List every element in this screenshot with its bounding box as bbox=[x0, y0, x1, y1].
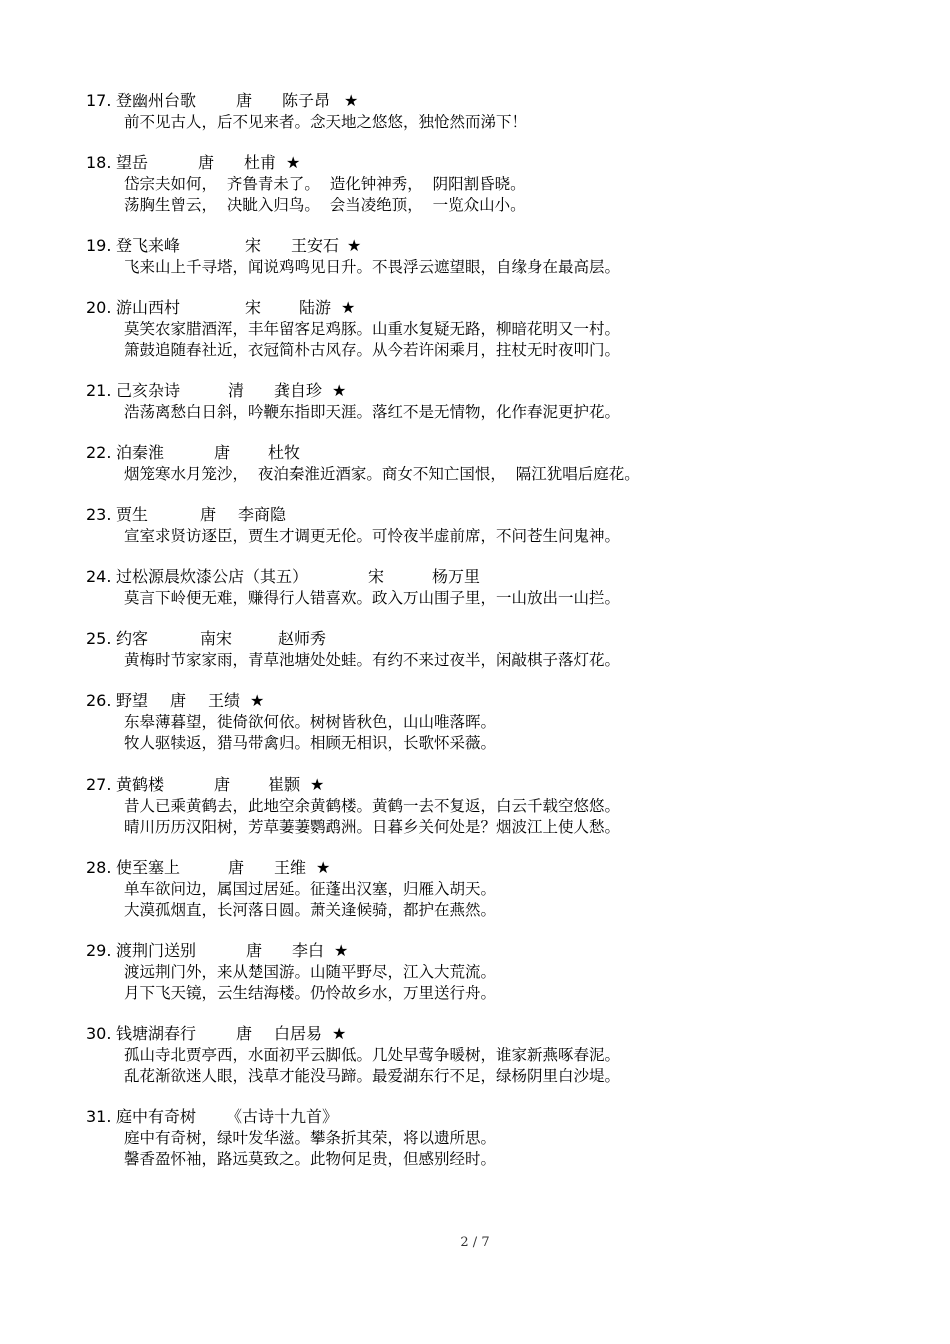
poem-heading bbox=[86, 566, 926, 588]
poem-dynasty: 唐 bbox=[198, 153, 215, 172]
poem-author: 杨万里 bbox=[432, 567, 481, 586]
poem-heading bbox=[86, 1023, 926, 1045]
poem-number: 29. bbox=[86, 941, 112, 960]
poem-title: 钱塘湖春行 bbox=[116, 1024, 197, 1043]
poem-title: 望岳 bbox=[116, 153, 149, 172]
poem-heading bbox=[86, 1106, 926, 1128]
poem-18 bbox=[86, 152, 926, 216]
poem-line: 东皋薄暮望，徙倚欲何依。树树皆秋色，山山唯落晖。 bbox=[124, 713, 497, 731]
poem-number: 21. bbox=[86, 381, 112, 400]
poem-number: 26. bbox=[86, 691, 112, 710]
poem-author: 李商隐 bbox=[238, 505, 287, 524]
poem-dynasty: 唐 bbox=[236, 1024, 253, 1043]
poem-28 bbox=[86, 857, 926, 921]
poem-number: 31. bbox=[86, 1107, 112, 1126]
poem-30 bbox=[86, 1023, 926, 1087]
poem-line: 前不见古人，后不见来者。念天地之悠悠，独怆然而涕下！ bbox=[124, 113, 528, 131]
poem-line: 昔人已乘黄鹤去，此地空余黄鹤楼。黄鹤一去不复返，白云千载空悠悠。 bbox=[124, 797, 621, 815]
poem-title: 游山西村 bbox=[116, 298, 181, 317]
poem-line: 莫笑农家腊酒浑，丰年留客足鸡豚。山重水复疑无路，柳暗花明又一村。 bbox=[124, 320, 621, 338]
poem-26 bbox=[86, 690, 926, 754]
poem-line: 月下飞天镜，云生结海楼。仍怜故乡水，万里送行舟。 bbox=[124, 984, 497, 1002]
poem-title: 贾生 bbox=[116, 505, 149, 524]
star-icon: ★ bbox=[344, 91, 359, 110]
poem-heading bbox=[86, 235, 926, 257]
poem-author: 杜牧 bbox=[268, 443, 301, 462]
poem-dynasty: 清 bbox=[228, 381, 245, 400]
poem-author: 王维 bbox=[274, 858, 307, 877]
poem-dynasty: 唐 bbox=[200, 505, 217, 524]
poem-title: 登飞来峰 bbox=[116, 236, 181, 255]
poem-dynasty: 《古诗十九首》 bbox=[226, 1107, 339, 1126]
poem-title: 黄鹤楼 bbox=[116, 775, 165, 794]
poem-author: 陈子昂 bbox=[282, 91, 331, 110]
poem-author: 赵师秀 bbox=[278, 629, 327, 648]
poem-dynasty: 宋 bbox=[245, 236, 262, 255]
poem-author: 李白 bbox=[292, 941, 325, 960]
poem-line: 岱宗夫如何， 齐鲁青未了。 造化钟神秀， 阴阳割昏晓。 bbox=[124, 175, 526, 193]
poem-line: 大漠孤烟直，长河落日圆。萧关逢候骑，都护在燕然。 bbox=[124, 901, 497, 919]
poem-27 bbox=[86, 774, 926, 838]
star-icon: ★ bbox=[341, 298, 356, 317]
poem-line: 莫言下岭便无难，赚得行人错喜欢。政入万山围子里，一山放出一山拦。 bbox=[124, 589, 621, 607]
poem-number: 28. bbox=[86, 858, 112, 877]
poem-line: 牧人驱犊返，猎马带禽归。相顾无相识，长歌怀采薇。 bbox=[124, 734, 497, 752]
star-icon: ★ bbox=[286, 153, 301, 172]
poem-dynasty: 唐 bbox=[228, 858, 245, 877]
poem-heading bbox=[86, 297, 926, 319]
poem-17 bbox=[86, 90, 926, 133]
poem-heading bbox=[86, 380, 926, 402]
poem-line: 黄梅时节家家雨，青草池塘处处蛙。有约不来过夜半，闲敲棋子落灯花。 bbox=[124, 651, 621, 669]
poem-line: 单车欲问边，属国过居延。征蓬出汉塞，归雁入胡天。 bbox=[124, 880, 497, 898]
star-icon: ★ bbox=[347, 236, 362, 255]
poem-number: 17. bbox=[86, 91, 112, 110]
star-icon: ★ bbox=[332, 1024, 347, 1043]
poem-dynasty: 唐 bbox=[236, 91, 253, 110]
poem-heading bbox=[86, 690, 926, 712]
poem-heading bbox=[86, 940, 926, 962]
poem-number: 18. bbox=[86, 153, 112, 172]
poem-author: 王安石 bbox=[291, 236, 340, 255]
poem-title: 庭中有奇树 bbox=[116, 1107, 197, 1126]
poem-title: 渡荆门送别 bbox=[116, 941, 197, 960]
poem-line: 孤山寺北贾亭西，水面初平云脚低。几处早莺争暖树，谁家新燕啄春泥。 bbox=[124, 1046, 621, 1064]
poem-title: 野望 bbox=[116, 691, 149, 710]
poem-number: 27. bbox=[86, 775, 112, 794]
poem-dynasty: 唐 bbox=[170, 691, 187, 710]
poem-heading bbox=[86, 504, 926, 526]
poem-19 bbox=[86, 235, 926, 278]
poem-number: 25. bbox=[86, 629, 112, 648]
poem-heading bbox=[86, 90, 926, 112]
star-icon: ★ bbox=[332, 381, 347, 400]
poem-31 bbox=[86, 1106, 926, 1170]
page-number: 2 / 7 bbox=[460, 1235, 490, 1250]
poem-number: 24. bbox=[86, 567, 112, 586]
poem-line: 宣室求贤访逐臣，贾生才调更无伦。可怜夜半虚前席，不问苍生问鬼神。 bbox=[124, 527, 621, 545]
poem-heading bbox=[86, 152, 926, 174]
poem-22 bbox=[86, 442, 926, 485]
poem-20 bbox=[86, 297, 926, 361]
poem-line: 晴川历历汉阳树，芳草萋萋鹦鹉洲。日暮乡关何处是？烟波江上使人愁。 bbox=[124, 818, 621, 836]
poem-number: 19. bbox=[86, 236, 112, 255]
poem-dynasty: 唐 bbox=[214, 443, 231, 462]
poem-title: 约客 bbox=[116, 629, 149, 648]
poem-line: 烟笼寒水月笼沙， 夜泊秦淮近酒家。商女不知亡国恨， 隔江犹唱后庭花。 bbox=[124, 465, 640, 483]
poem-author: 白居易 bbox=[274, 1024, 323, 1043]
poem-title: 使至塞上 bbox=[116, 858, 181, 877]
star-icon: ★ bbox=[334, 941, 349, 960]
poem-title: 登幽州台歌 bbox=[116, 91, 197, 110]
poem-title: 泊秦淮 bbox=[116, 443, 165, 462]
poem-24 bbox=[86, 566, 926, 609]
poem-dynasty: 宋 bbox=[368, 567, 385, 586]
poem-author: 崔颢 bbox=[268, 775, 301, 794]
poem-heading bbox=[86, 857, 926, 879]
poem-line: 渡远荆门外，来从楚国游。山随平野尽，江入大荒流。 bbox=[124, 963, 497, 981]
poem-author: 杜甫 bbox=[244, 153, 277, 172]
poem-title: 过松源晨炊漆公店（其五） bbox=[116, 567, 309, 586]
poem-heading bbox=[86, 442, 926, 464]
poem-heading bbox=[86, 628, 926, 650]
poem-heading bbox=[86, 774, 926, 796]
poem-author: 王绩 bbox=[208, 691, 241, 710]
poem-21 bbox=[86, 380, 926, 423]
poem-line: 浩荡离愁白日斜，吟鞭东指即天涯。落红不是无情物，化作春泥更护花。 bbox=[124, 403, 621, 421]
poem-number: 20. bbox=[86, 298, 112, 317]
poem-line: 飞来山上千寻塔，闻说鸡鸣见日升。不畏浮云遮望眼，自缘身在最高层。 bbox=[124, 258, 621, 276]
poem-23 bbox=[86, 504, 926, 547]
poem-dynasty: 唐 bbox=[246, 941, 263, 960]
poem-29 bbox=[86, 940, 926, 1004]
poem-line: 庭中有奇树，绿叶发华滋。攀条折其荣，将以遗所思。 bbox=[124, 1129, 497, 1147]
star-icon: ★ bbox=[316, 858, 331, 877]
poem-number: 30. bbox=[86, 1024, 112, 1043]
star-icon: ★ bbox=[310, 775, 325, 794]
poem-title: 己亥杂诗 bbox=[116, 381, 181, 400]
poem-number: 23. bbox=[86, 505, 112, 524]
poem-line: 箫鼓追随春社近，衣冠简朴古风存。从今若许闲乘月，拄杖无时夜叩门。 bbox=[124, 341, 621, 359]
poem-dynasty: 宋 bbox=[245, 298, 262, 317]
poem-author: 龚自珍 bbox=[274, 381, 323, 400]
poem-line: 馨香盈怀袖，路远莫致之。此物何足贵，但感别经时。 bbox=[124, 1150, 497, 1168]
poem-author: 陆游 bbox=[299, 298, 332, 317]
poem-dynasty: 南宋 bbox=[200, 629, 233, 648]
poem-number: 22. bbox=[86, 443, 112, 462]
poem-line: 荡胸生曾云， 决眦入归鸟。 会当凌绝顶， 一览众山小。 bbox=[124, 196, 526, 214]
star-icon: ★ bbox=[250, 691, 265, 710]
poem-25 bbox=[86, 628, 926, 671]
poem-line: 乱花渐欲迷人眼，浅草才能没马蹄。最爱湖东行不足，绿杨阴里白沙堤。 bbox=[124, 1067, 621, 1085]
poem-dynasty: 唐 bbox=[214, 775, 231, 794]
